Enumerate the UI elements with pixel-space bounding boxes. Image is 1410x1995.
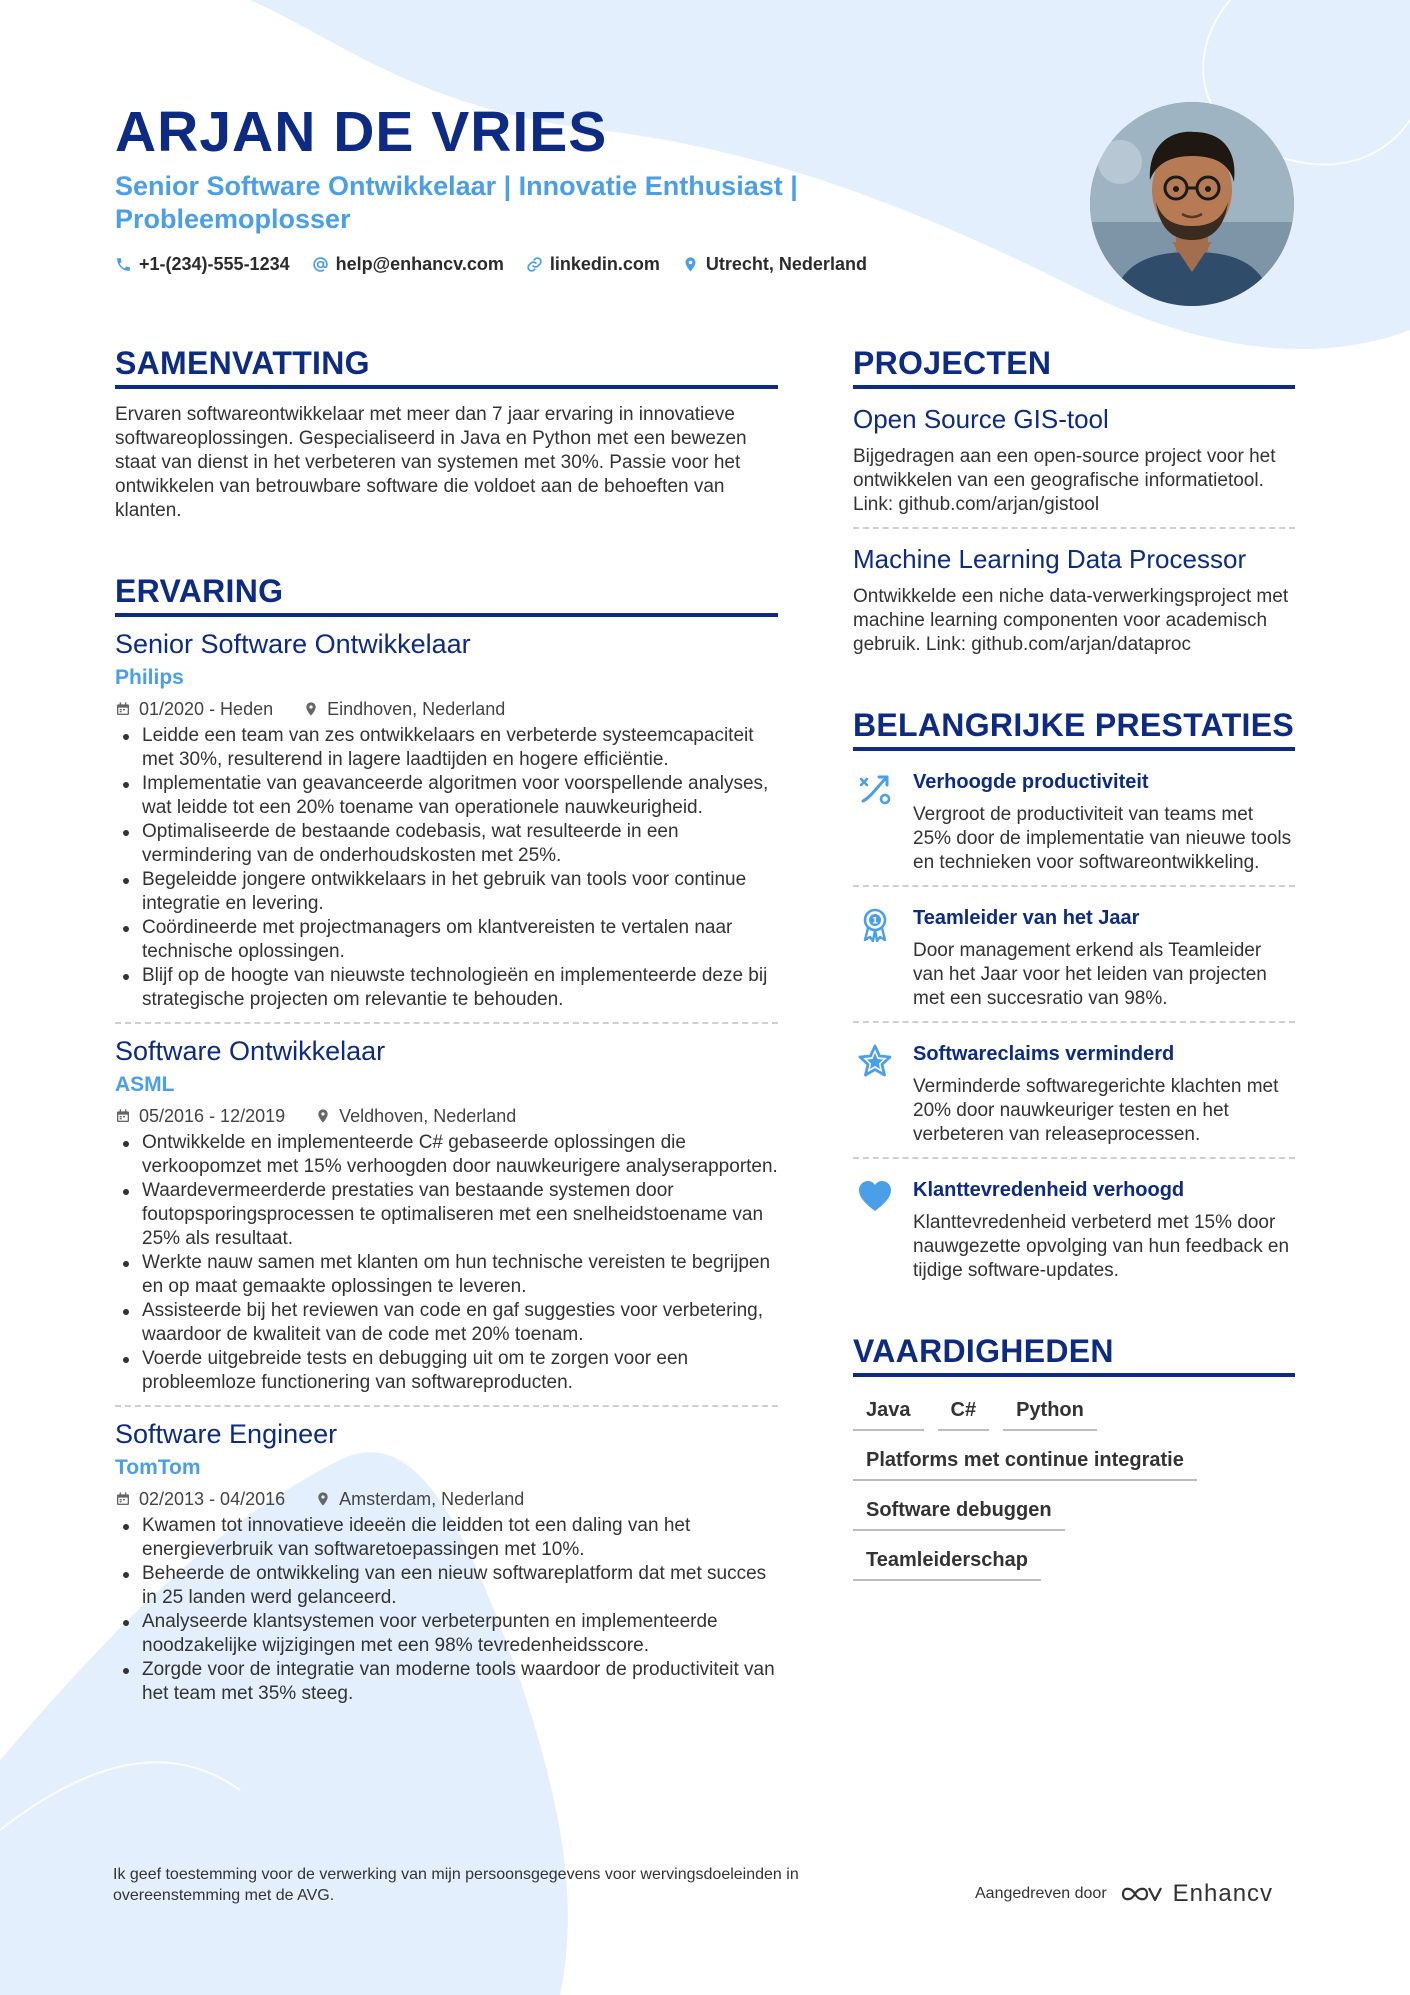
- job-entry: [115, 617, 778, 1024]
- job-company: TomTom: [115, 1456, 201, 1479]
- job-location: [303, 697, 505, 721]
- achievements-section: [853, 705, 1295, 1283]
- job-bullet: Leidde een team van zes ontwikkelaars en verbeterde systeemcapaciteit met 30%, resulterend in lagere laadtijden en hogere efficiëntie.: [115, 724, 778, 772]
- projects-heading: PROJECTEN: [853, 343, 1295, 389]
- award-medal-icon: [857, 907, 893, 943]
- location-pin-icon: [303, 701, 319, 717]
- job-bullet: Assisteerde bij het reviewen van code en gaf suggesties voor verbetering, waardoor de kwaliteit van de code met 20% toenam.: [115, 1299, 778, 1347]
- summary-text: Ervaren softwareontwikkelaar met meer dan 7 jaar ervaring in innovatieve softwareoplossingen. Gespecialiseerd in Java en Python met een bewezen staat van dienst in het verbeteren van systemen met 30%. Passie voor het ontwikkelen van betrouwbare software die voldoet aan de behoeften van klanten.: [115, 404, 747, 521]
- resume-header: [115, 100, 1055, 275]
- powered-by[interactable]: [975, 1880, 1273, 1908]
- job-bullet: Waardevermeerderde prestaties van bestaande systemen door foutopsporingsprocessen te optimaliseren met een snelheidstoename van 25% als resultaat.: [115, 1179, 778, 1251]
- job-company: ASML: [115, 1073, 175, 1096]
- gdpr-consent: Ik geef toestemming voor de verwerking van mijn persoonsgegevens voor wervingsdoeleinden in overeenstemming met de AVG.: [113, 1866, 799, 1904]
- headline-line-2: Probleemoplosser: [115, 204, 351, 234]
- avatar: [1090, 102, 1294, 306]
- headline: [115, 170, 1055, 236]
- job-bullet: Ontwikkelde en implementeerde C# gebaseerde oplossingen die verkoopomzet met 15% verhoogden door nauwkeurigere analyserapporten.: [115, 1131, 778, 1179]
- achievement-description: Klanttevredenheid verbeterd met 15% door nauwgezette opvolging van hun feedback en tijdige software-updates.: [913, 1212, 1290, 1281]
- contact-location: [682, 254, 867, 275]
- calendar-icon: [115, 1108, 131, 1124]
- project-title: Open Source GIS-tool: [853, 404, 1109, 434]
- job-title: Senior Software Ontwikkelaar: [115, 629, 471, 659]
- job-meta: [115, 1104, 778, 1128]
- achievement-title: Klanttevredenheid verhoogd: [913, 1179, 1185, 1201]
- job-bullets: [115, 724, 778, 1012]
- left-column: [115, 343, 778, 1706]
- calendar-icon: [115, 1491, 131, 1507]
- achievement-title: Softwareclaims verminderd: [913, 1043, 1175, 1065]
- job-title: Software Engineer: [115, 1419, 338, 1449]
- project-entry: [853, 529, 1295, 657]
- phone-icon: [115, 256, 132, 273]
- job-bullet: Beheerde de ontwikkeling van een nieuw softwareplatform dat met succes in 25 landen werd gelanceerd.: [115, 1562, 778, 1610]
- project-entry: [853, 389, 1295, 529]
- calendar-icon: [115, 701, 131, 717]
- candidate-name: ARJAN DE VRIES: [115, 100, 608, 164]
- job-dates-text: 01/2020 - Heden: [139, 699, 274, 719]
- contact-phone[interactable]: [115, 254, 290, 275]
- achievement-title: Verhoogde productiviteit: [913, 771, 1149, 793]
- skill-tag: Software debuggen: [853, 1491, 1065, 1531]
- job-location-text: Veldhoven, Nederland: [339, 1106, 517, 1126]
- location-pin-icon: [315, 1491, 331, 1507]
- achievement-title: Teamleider van het Jaar: [913, 907, 1140, 929]
- skill-tag: C#: [938, 1391, 990, 1431]
- job-bullet: Optimaliseerde de bestaande codebasis, wat resulteerde in een vermindering van de onderhoudskosten met 25%.: [115, 820, 778, 868]
- linkedin-text: linkedin.com: [549, 254, 660, 274]
- contact-linkedin[interactable]: [526, 254, 660, 275]
- job-dates: [115, 1487, 285, 1511]
- job-bullet: Blijf op de hoogte van nieuwste technologieën en implementeerde deze bij strategische projecten om relevantie te behouden.: [115, 964, 778, 1012]
- job-bullet: Werkte nauw samen met klanten om hun technische vereisten te begrijpen en op maat gemaakte oplossingen te leveren.: [115, 1251, 778, 1299]
- achievement-entry: [853, 1023, 1295, 1147]
- project-description: Ontwikkelde een niche data-verwerkingsproject met machine learning componenten voor academisch gebruik. Link: github.com/arjan/dataproc: [853, 586, 1289, 655]
- skill-tag: Java: [853, 1391, 924, 1431]
- location-pin-icon: [315, 1108, 331, 1124]
- summary-heading: SAMENVATTING: [115, 343, 778, 389]
- profile-photo-illustration: [1090, 102, 1294, 306]
- link-icon: [526, 256, 543, 273]
- job-bullet: Kwamen tot innovatieve ideeën die leidden tot een daling van het energieverbruik van softwaretoepassingen met 10%.: [115, 1514, 778, 1562]
- job-dates-text: 02/2013 - 04/2016: [139, 1489, 286, 1509]
- job-title: Software Ontwikkelaar: [115, 1036, 386, 1066]
- at-sign-icon: [312, 256, 329, 273]
- job-meta: [115, 1487, 778, 1511]
- star-icon: [857, 1043, 893, 1079]
- job-bullet: Voerde uitgebreide tests en debugging uit om te zorgen voor een probleemloze functionering van softwareproducten.: [115, 1347, 778, 1395]
- headline-line-1: Senior Software Ontwikkelaar | Innovatie Enthusiast |: [115, 171, 798, 201]
- skill-tag: Platforms met continue integratie: [853, 1441, 1197, 1481]
- contact-email[interactable]: [312, 254, 504, 275]
- skill-tag: Teamleiderschap: [853, 1541, 1041, 1581]
- contact-bar: [115, 254, 1055, 275]
- job-location-text: Eindhoven, Nederland: [327, 699, 506, 719]
- job-bullet: Zorgde voor de integratie van moderne tools waardoor de productiviteit van het team met 35% steeg.: [115, 1658, 778, 1706]
- project-title: Machine Learning Data Processor: [853, 544, 1247, 574]
- email-text: help@enhancv.com: [335, 254, 504, 274]
- job-company: Philips: [115, 666, 184, 689]
- skills-section: [853, 1331, 1295, 1581]
- experience-heading: ERVARING: [115, 571, 778, 617]
- enhancv-logo-icon: [1119, 1882, 1165, 1906]
- heart-icon: [857, 1179, 893, 1215]
- job-bullets: [115, 1514, 778, 1706]
- phone-text: +1-(234)-555-1234: [139, 254, 290, 274]
- job-dates: [115, 1104, 285, 1128]
- right-column: [853, 343, 1295, 1591]
- skills-list: [853, 1391, 1295, 1581]
- job-dates: [115, 697, 273, 721]
- skills-heading: VAARDIGHEDEN: [853, 1331, 1295, 1377]
- achievement-description: Verminderde softwaregerichte klachten met 20% door nauwkeuriger testen en het verbeteren van releaseprocessen.: [913, 1076, 1279, 1145]
- achievement-entry: [853, 887, 1295, 1011]
- job-dates-text: 05/2016 - 12/2019: [139, 1106, 286, 1126]
- growth-arrow-icon: [857, 771, 893, 807]
- achievement-description: Door management erkend als Teamleider van het Jaar voor het leiden van projecten met een succesratio van 98%.: [913, 940, 1267, 1009]
- achievements-heading: BELANGRIJKE PRESTATIES: [853, 705, 1295, 751]
- job-bullet: Coördineerde met projectmanagers om klantvereisten te vertalen naar technische oplossingen.: [115, 916, 778, 964]
- job-entry: [115, 1024, 778, 1407]
- location-pin-icon: [682, 256, 699, 273]
- brand-name: Enhancv: [1172, 1880, 1274, 1907]
- experience-section: [115, 571, 778, 1706]
- skill-tag: Python: [1003, 1391, 1097, 1431]
- job-bullets: [115, 1131, 778, 1395]
- job-bullet: Begeleidde jongere ontwikkelaars in het gebruik van tools voor continue integratie en levering.: [115, 868, 778, 916]
- powered-by-label: Aangedreven door: [975, 1885, 1107, 1902]
- job-entry: [115, 1407, 778, 1706]
- achievement-entry: [853, 1159, 1295, 1283]
- projects-section: [853, 343, 1295, 657]
- summary-section: [115, 343, 778, 523]
- achievement-entry: [853, 751, 1295, 875]
- location-text: Utrecht, Nederland: [705, 254, 867, 274]
- job-location-text: Amsterdam, Nederland: [339, 1489, 525, 1509]
- job-meta: [115, 697, 778, 721]
- job-bullet: Analyseerde klantsystemen voor verbeterpunten en implementeerde noodzakelijke wijzigingen met een 98% tevredenheidsscore.: [115, 1610, 778, 1658]
- job-bullet: Implementatie van geavanceerde algoritmen voor voorspellende analyses, wat leidde tot een 20% toename van operationele nauwkeurigheid.: [115, 772, 778, 820]
- achievement-description: Vergroot de productiviteit van teams met 25% door de implementatie van nieuwe tools en technieken voor softwareontwikkeling.: [913, 804, 1292, 873]
- svg-text:1: 1: [871, 916, 879, 927]
- job-location: [315, 1487, 524, 1511]
- job-location: [315, 1104, 516, 1128]
- project-description: Bijgedragen aan een open-source project voor het ontwikkelen van een geografische informatietool. Link: github.com/arjan/gistool: [853, 446, 1276, 515]
- brand-logo: [1119, 1880, 1273, 1908]
